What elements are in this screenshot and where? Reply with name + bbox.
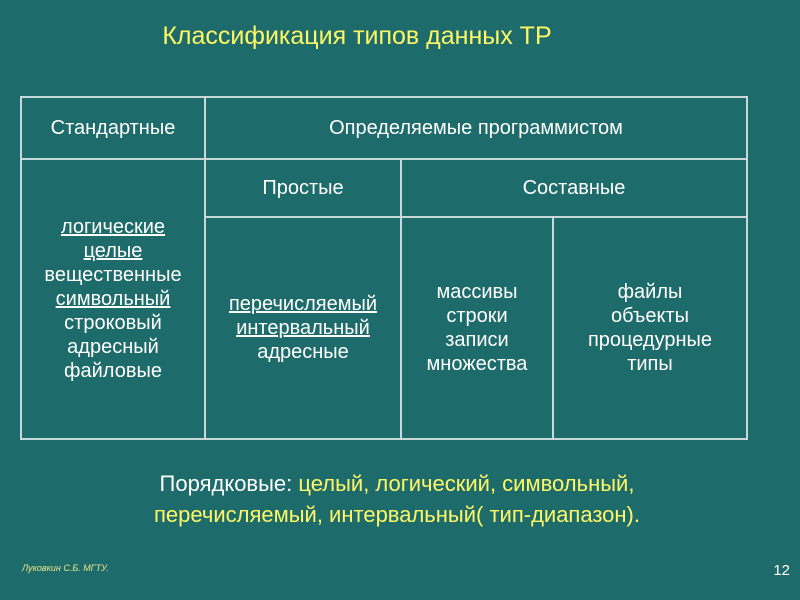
type-item: массивы xyxy=(436,281,518,303)
type-item: интервальный xyxy=(236,317,370,339)
type-item: множества xyxy=(426,353,528,375)
type-item: процедурные xyxy=(587,329,713,351)
header-user-defined: Определяемые программистом xyxy=(205,97,747,159)
type-item: файловые xyxy=(64,360,162,382)
ordinal-types-note xyxy=(0,468,794,530)
ordinal-label: Порядковые: xyxy=(159,471,293,496)
ordinal-list-line1: целый, логический, символьный, xyxy=(298,471,635,496)
type-item: файлы xyxy=(617,281,683,303)
page-number: 12 xyxy=(773,562,790,579)
ordinal-list-line2: перечисляемый, интервальный( тип-диапазон). xyxy=(153,502,640,527)
type-item: логические xyxy=(60,216,166,238)
type-item: целые xyxy=(83,240,143,262)
slide-title: Классификация типов данных ТР xyxy=(162,22,552,50)
type-item: адресный xyxy=(67,336,159,358)
type-item: объекты xyxy=(610,305,690,327)
author-footer: Луковкин С.Б. МГТУ. xyxy=(22,563,109,573)
composite-types-cell-2 xyxy=(553,217,747,439)
type-item: строковый xyxy=(64,312,162,334)
standard-types-cell xyxy=(21,159,205,439)
header-standard: Стандартные xyxy=(21,97,205,159)
type-item: вещественные xyxy=(44,264,182,286)
type-item: адресные xyxy=(257,341,349,363)
composite-types-cell-1 xyxy=(401,217,553,439)
type-item: символьный xyxy=(55,288,171,310)
header-simple: Простые xyxy=(205,159,401,217)
type-item: строки xyxy=(446,305,508,327)
type-item: перечисляемый xyxy=(228,293,378,315)
data-types-table xyxy=(20,96,748,440)
header-composite: Составные xyxy=(401,159,747,217)
type-item: записи xyxy=(445,329,509,351)
type-item: типы xyxy=(627,353,673,375)
simple-types-cell xyxy=(205,217,401,439)
